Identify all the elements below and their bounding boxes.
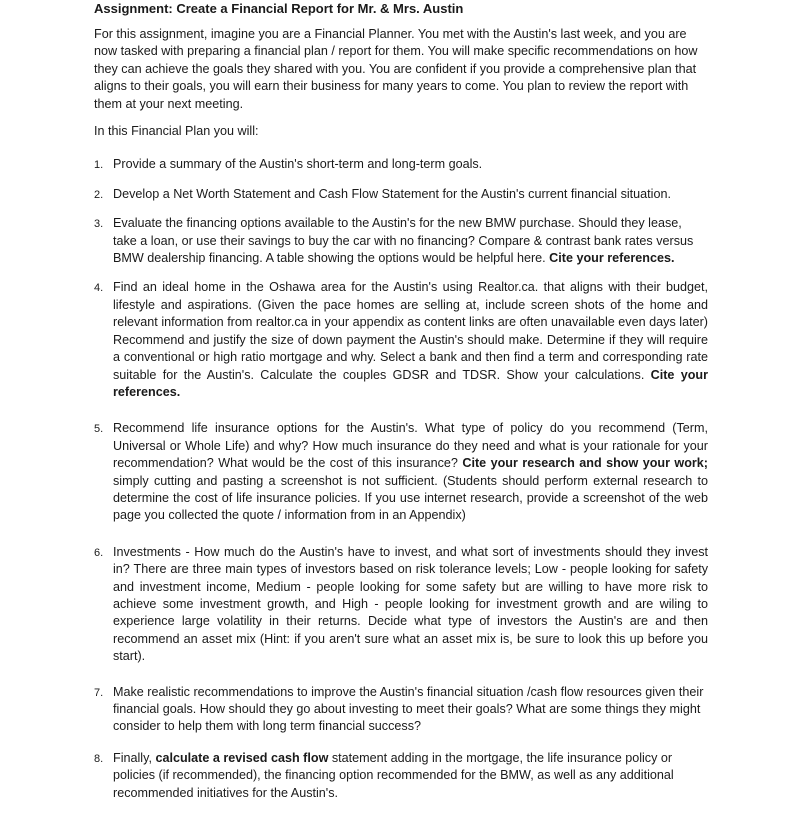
document-title: Assignment: Create a Financial Report for Mr. & Mrs. Austin bbox=[94, 1, 464, 16]
list-item bbox=[94, 186, 708, 203]
item-text: Make realistic recommendations to improve the Austin's financial situation /cash flow resources given their financial goals. How should they go about investing to meet their goals? What are some things they might consider to help them with long term financial success? bbox=[113, 684, 704, 734]
list-item bbox=[94, 156, 708, 173]
item-bold-text: Cite your research and show your work; bbox=[462, 456, 709, 471]
item-text: Recommend life insurance options for the Austin's. What type of policy do you recommend (Term, Universal or Whole Life) and why? How much insurance do they need and what is your rationale for your recommendation? What would be the cost of this insurance? bbox=[113, 421, 708, 471]
item-text: Evaluate the financing options available to the Austin's for the new BMW purchase. Should they lease, take a loan, or use their savings to buy the car with no financing? Compare & contrast bank rates versus BMW dealership financing. A table showing the options would be helpful here. bbox=[113, 216, 694, 266]
list-item bbox=[94, 684, 708, 736]
task-list bbox=[94, 156, 708, 802]
item-number: 8. bbox=[94, 752, 104, 765]
list-item bbox=[94, 215, 708, 267]
list-item bbox=[94, 544, 708, 666]
list-item bbox=[94, 420, 708, 524]
list-item bbox=[94, 750, 708, 802]
item-number: 5. bbox=[94, 423, 104, 436]
item-number: 3. bbox=[94, 218, 104, 231]
item-text: Finally, bbox=[113, 750, 152, 765]
item-number: 2. bbox=[94, 188, 104, 201]
item-text: simply cutting and pasting a screenshot is not sufficient. (Students should perform external research to determine the cost of life insurance policies. If you use internet research, provide a screenshot of the web page you collected the quote / information from in an Appendix) bbox=[113, 473, 708, 523]
item-number: 7. bbox=[94, 686, 104, 699]
list-item bbox=[94, 279, 708, 401]
item-text: statement adding in the mortgage, the life insurance policy or policies (if recommended), the financing option recommended for the BMW, as well as any additional recommended initiatives for the Austin's. bbox=[113, 750, 674, 800]
item-number: 4. bbox=[94, 282, 104, 295]
lead-sentence: In this Financial Plan you will: bbox=[94, 124, 259, 139]
item-text: Develop a Net Worth Statement and Cash Flow Statement for the Austin's current financial situation. bbox=[113, 186, 671, 201]
item-bold-text: Cite your references. bbox=[549, 251, 675, 266]
item-text: Provide a summary of the Austin's short-term and long-term goals. bbox=[113, 157, 483, 172]
intro-paragraph: For this assignment, imagine you are a Financial Planner. You met with the Austin's last week, and you are now tasked with preparing a financial plan / report for them. You will make specific recommendations on how they can achieve the goals they shared with you. You are confident if you provide a comprehensive plan that aligns to their goals, you will earn their business for many years to come. You plan to review the report with them at your next meeting. bbox=[94, 27, 698, 111]
item-number: 1. bbox=[94, 159, 104, 172]
item-bold-text: Cite your references. bbox=[113, 367, 709, 399]
item-bold-text: calculate a revised cash flow bbox=[155, 750, 329, 765]
item-text: Find an ideal home in the Oshawa area for the Austin's using Realtor.ca. that aligns with their budget, lifestyle and aspirations. (Given the pace homes are selling at, include screen shots of the home and relevant information from realtor.ca in your appendix as content links are often unavailable even days later) Recommend and justify the size of down payment the Austin's should make. Determine if they will require a conventional or high ratio mortgage and why. Select a bank and then find a term and corresponding rate suitable for the Austin's. Calculate the couples GDSR and TDSR. Show your calculations. bbox=[113, 280, 708, 382]
item-text: Investments - How much do the Austin's have to invest, and what sort of investments should they invest in? There are three main types of investors based on risk tolerance levels; Low - people looking for safety and investment income, Medium - people looking for some safety but are willing to have more risk to achieve some investment growth, and High - people looking for investment growth and are wiling to experience large volatility in their returns. Decide what type of investors the Austin's are and then recommend an asset mix (Hint: if you aren't sure what an asset mix is, be sure to look this up before you start). bbox=[113, 544, 708, 664]
item-number: 6. bbox=[94, 546, 104, 559]
